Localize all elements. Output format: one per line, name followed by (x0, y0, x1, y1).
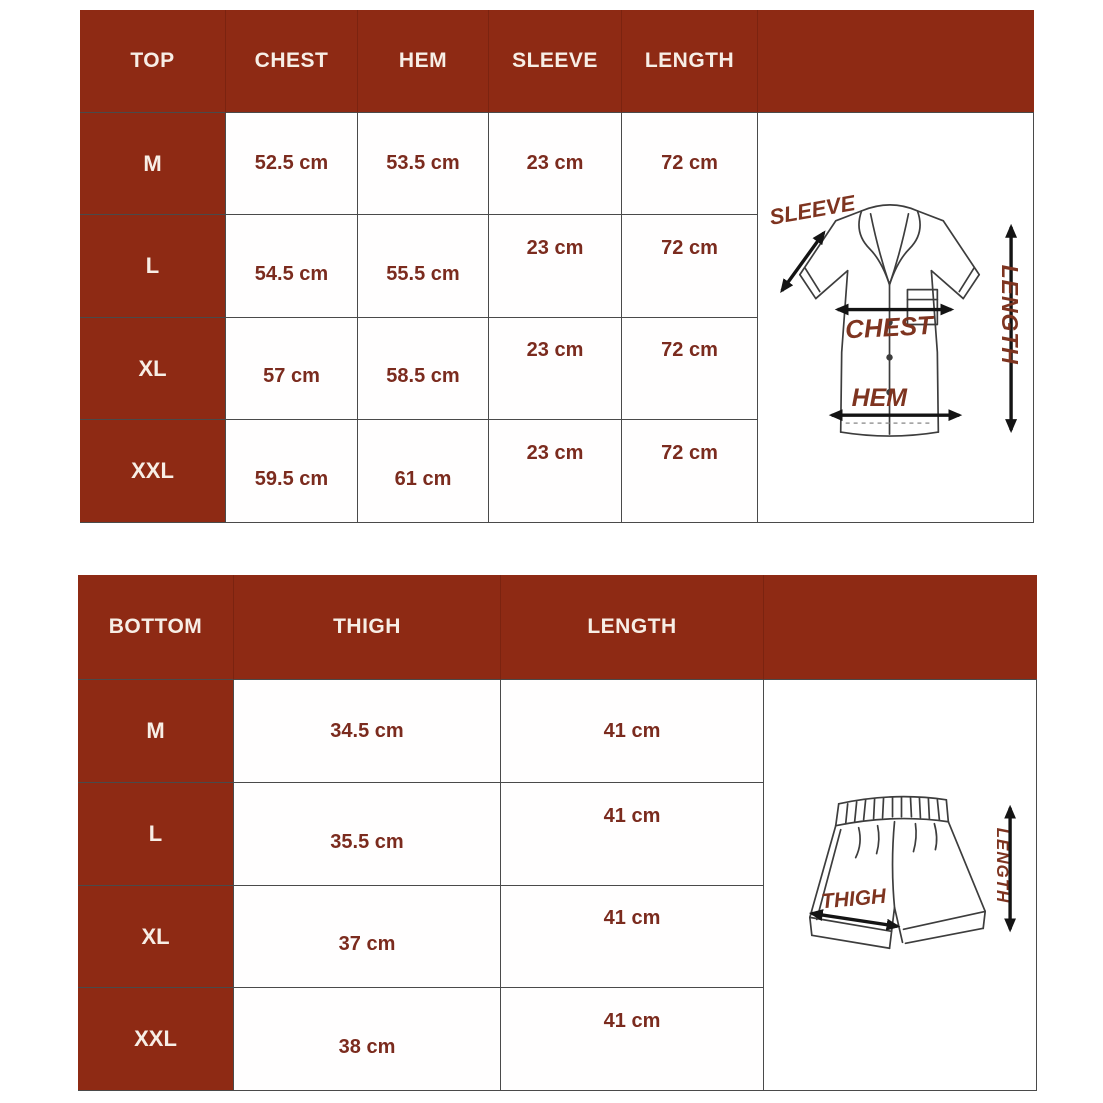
bottom-row-l-size: L (78, 783, 234, 886)
bottom-row-m-size: M (78, 680, 234, 783)
top-header-hem: HEM (358, 10, 489, 113)
value-text: 53.5 cm (386, 152, 460, 174)
value-text: 41 cm (603, 1009, 661, 1032)
shirt-measurement-diagram (758, 113, 1033, 522)
top-row-xxl-size: XXL (80, 420, 226, 523)
bottom-size-table (78, 575, 1037, 1091)
bottom-header-spacer (764, 575, 1037, 680)
shorts-thigh-label: THIGH (820, 884, 888, 914)
value-text: 23 cm (526, 152, 584, 174)
bottom-row-m-thigh (234, 680, 501, 783)
value-text: 59.5 cm (254, 467, 329, 490)
top-row-xl-chest (226, 318, 358, 420)
top-row-xxl-length (622, 420, 758, 523)
bottom-row-xl-size: XL (78, 886, 234, 988)
top-row-m-hem (358, 113, 489, 215)
shorts-length-label: LENGTH (993, 827, 1013, 904)
top-header-length: LENGTH (622, 10, 758, 113)
value-text: 55.5 cm (386, 262, 460, 285)
top-size-table (80, 10, 1034, 523)
top-row-l-size: L (80, 215, 226, 318)
value-text: 72 cm (661, 339, 718, 361)
top-header-spacer (758, 10, 1034, 113)
value-text: 52.5 cm (254, 152, 329, 174)
bottom-header-thigh: THIGH (234, 575, 501, 680)
bottom-row-xxl-length (501, 988, 764, 1091)
shirt-length-label: LENGTH (997, 264, 1024, 365)
top-row-xxl-hem (358, 420, 489, 523)
value-text: 38 cm (338, 1035, 396, 1058)
value-text: 72 cm (661, 152, 718, 174)
bottom-row-m-length (501, 680, 764, 783)
value-text: 72 cm (661, 236, 718, 259)
value-text: 58.5 cm (386, 365, 460, 387)
shirt-hem-label: HEM (851, 384, 907, 413)
top-row-xl-sleeve (489, 318, 622, 420)
value-text: 34.5 cm (330, 719, 404, 742)
shorts-measurement-diagram (764, 680, 1036, 1090)
top-row-l-sleeve (489, 215, 622, 318)
value-text: 57 cm (263, 365, 320, 387)
top-row-m-length (622, 113, 758, 215)
value-text: 54.5 cm (254, 262, 329, 285)
top-row-l-length (622, 215, 758, 318)
value-text: 23 cm (526, 339, 584, 361)
bottom-row-xxl-thigh (234, 988, 501, 1091)
shirt-diagram-cell (758, 113, 1034, 523)
value-text: 41 cm (603, 907, 661, 929)
value-text: 72 cm (661, 441, 718, 464)
bottom-row-xl-length (501, 886, 764, 988)
top-row-xxl-chest (226, 420, 358, 523)
bottom-row-l-thigh (234, 783, 501, 886)
top-header-chest: CHEST (226, 10, 358, 113)
top-row-xxl-sleeve (489, 420, 622, 523)
shirt-sleeve-label: SLEEVE (767, 190, 857, 230)
shirt-chest-label: CHEST (844, 311, 934, 345)
top-row-l-chest (226, 215, 358, 318)
bottom-row-l-length (501, 783, 764, 886)
top-row-xl-length (622, 318, 758, 420)
top-row-xl-hem (358, 318, 489, 420)
top-row-m-chest (226, 113, 358, 215)
top-row-xl-size: XL (80, 318, 226, 420)
value-text: 37 cm (338, 933, 396, 955)
top-row-m-size: M (80, 113, 226, 215)
bottom-row-xl-thigh (234, 886, 501, 988)
top-header-sleeve: SLEEVE (489, 10, 622, 113)
top-header-title: TOP (80, 10, 226, 113)
bottom-header-title: BOTTOM (78, 575, 234, 680)
top-row-m-sleeve (489, 113, 622, 215)
sleeve-arrow (782, 233, 824, 291)
value-text: 35.5 cm (330, 830, 404, 853)
value-text: 41 cm (603, 719, 661, 742)
bottom-row-xxl-size: XXL (78, 988, 234, 1091)
value-text: 23 cm (526, 236, 584, 259)
value-text: 41 cm (603, 804, 661, 827)
top-row-l-hem (358, 215, 489, 318)
value-text: 23 cm (526, 441, 584, 464)
shorts-diagram-cell (764, 680, 1037, 1091)
value-text: 61 cm (394, 467, 452, 490)
bottom-header-length: LENGTH (501, 575, 764, 680)
